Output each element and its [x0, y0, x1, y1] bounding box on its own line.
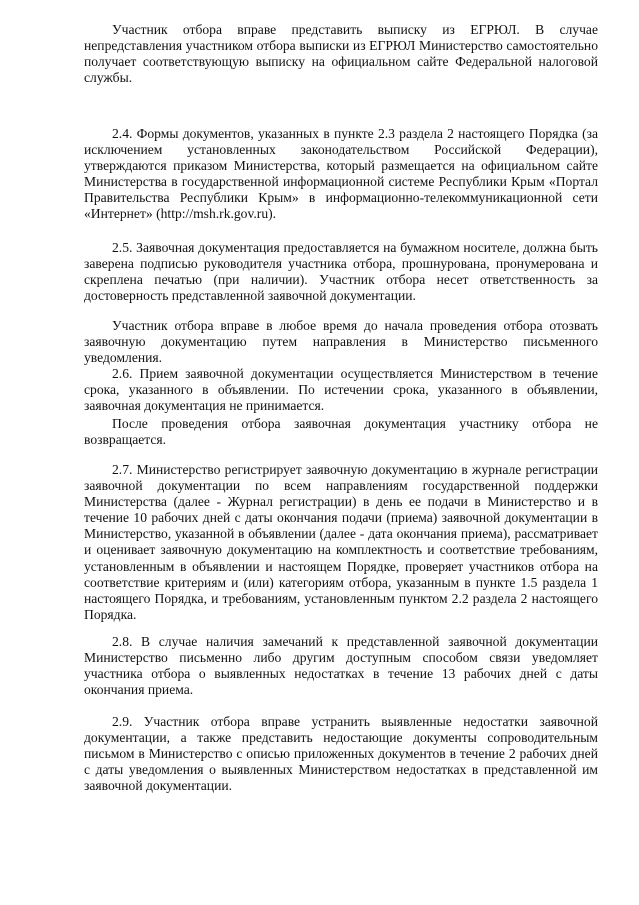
paragraph-2-6-acceptance: 2.6. Прием заявочной документации осуществляется Министерством в течение срока, указанного в объявлении. По истечении срока, указанного в объявлении, заявочная документация не принимается.: [84, 366, 598, 414]
paragraph-2-9-corrections: 2.9. Участник отбора вправе устранить выявленные недостатки заявочной документации, а также представить недостающие документы сопроводительным письмом в Министерство с описью приложенных документов в течение 2 рабочих дней с даты уведомления о выявленных Министерством недостатках в представленной им заявочной документации.: [84, 714, 598, 794]
paragraph-2-7-registration: 2.7. Министерство регистрирует заявочную документацию в журнале регистрации заявочной документации по всем направлениям государственной поддержки Министерства (далее - Журнал регистрации) в день ее подачи в Министерство и в течение 10 рабочих дней с даты окончания подачи (приема) заявочной документации в Министерство, указанной в объявлении (далее - дата окончания приема), рассматривает и оценивает заявочную документацию на комплектность и соответствие требованиям, установленным в объявлении и настоящем Порядке, проверяет участников отбора на соответствие критериям и (или) категориям отбора, указанным в пункте 1.5 раздела 1 настоящего Порядка, и требованиям, установленным пунктом 2.2 раздела 2 настоящего Порядка.: [84, 462, 598, 622]
paragraph-withdrawal: Участник отбора вправе в любое время до начала проведения отбора отозвать заявочную документацию путем направления в Министерство письменного уведомления.: [84, 318, 598, 366]
paragraph-2-8-remarks: 2.8. В случае наличия замечаний к представленной заявочной документации Министерство письменно либо другим доступным способом связи уведомляет участника отбора о выявленных недостатках в течение 13 рабочих дней с даты окончания приема.: [84, 634, 598, 698]
paragraph-2-4-document-forms: 2.4. Формы документов, указанных в пункте 2.3 раздела 2 настоящего Порядка (за исключением установленных законодательством Российской Федерации), утверждаются приказом Министерства, который размещается на официальном сайте Министерства в государственной информационной системе Республики Крым «Портал Правительства Республики Крым» в информационно-телекоммуникационной сети «Интернет» (http://msh.rk.gov.ru).: [84, 126, 598, 222]
paragraph-egrul-extract: Участник отбора вправе представить выписку из ЕГРЮЛ. В случае непредставления участником отбора выписки из ЕГРЮЛ Министерство самостоятельно получает соответствующую выписку на официальном сайте Федеральной налоговой службы.: [84, 22, 598, 86]
paragraph-not-returned: После проведения отбора заявочная документация участнику отбора не возвращается.: [84, 416, 598, 448]
paragraph-2-5-paper-submission: 2.5. Заявочная документация предоставляется на бумажном носителе, должна быть заверена подписью руководителя участника отбора, прошнурована, пронумерована и скреплена печатью (при наличии). Участник отбора несет ответственность за достоверность представленной заявочной документации.: [84, 240, 598, 304]
